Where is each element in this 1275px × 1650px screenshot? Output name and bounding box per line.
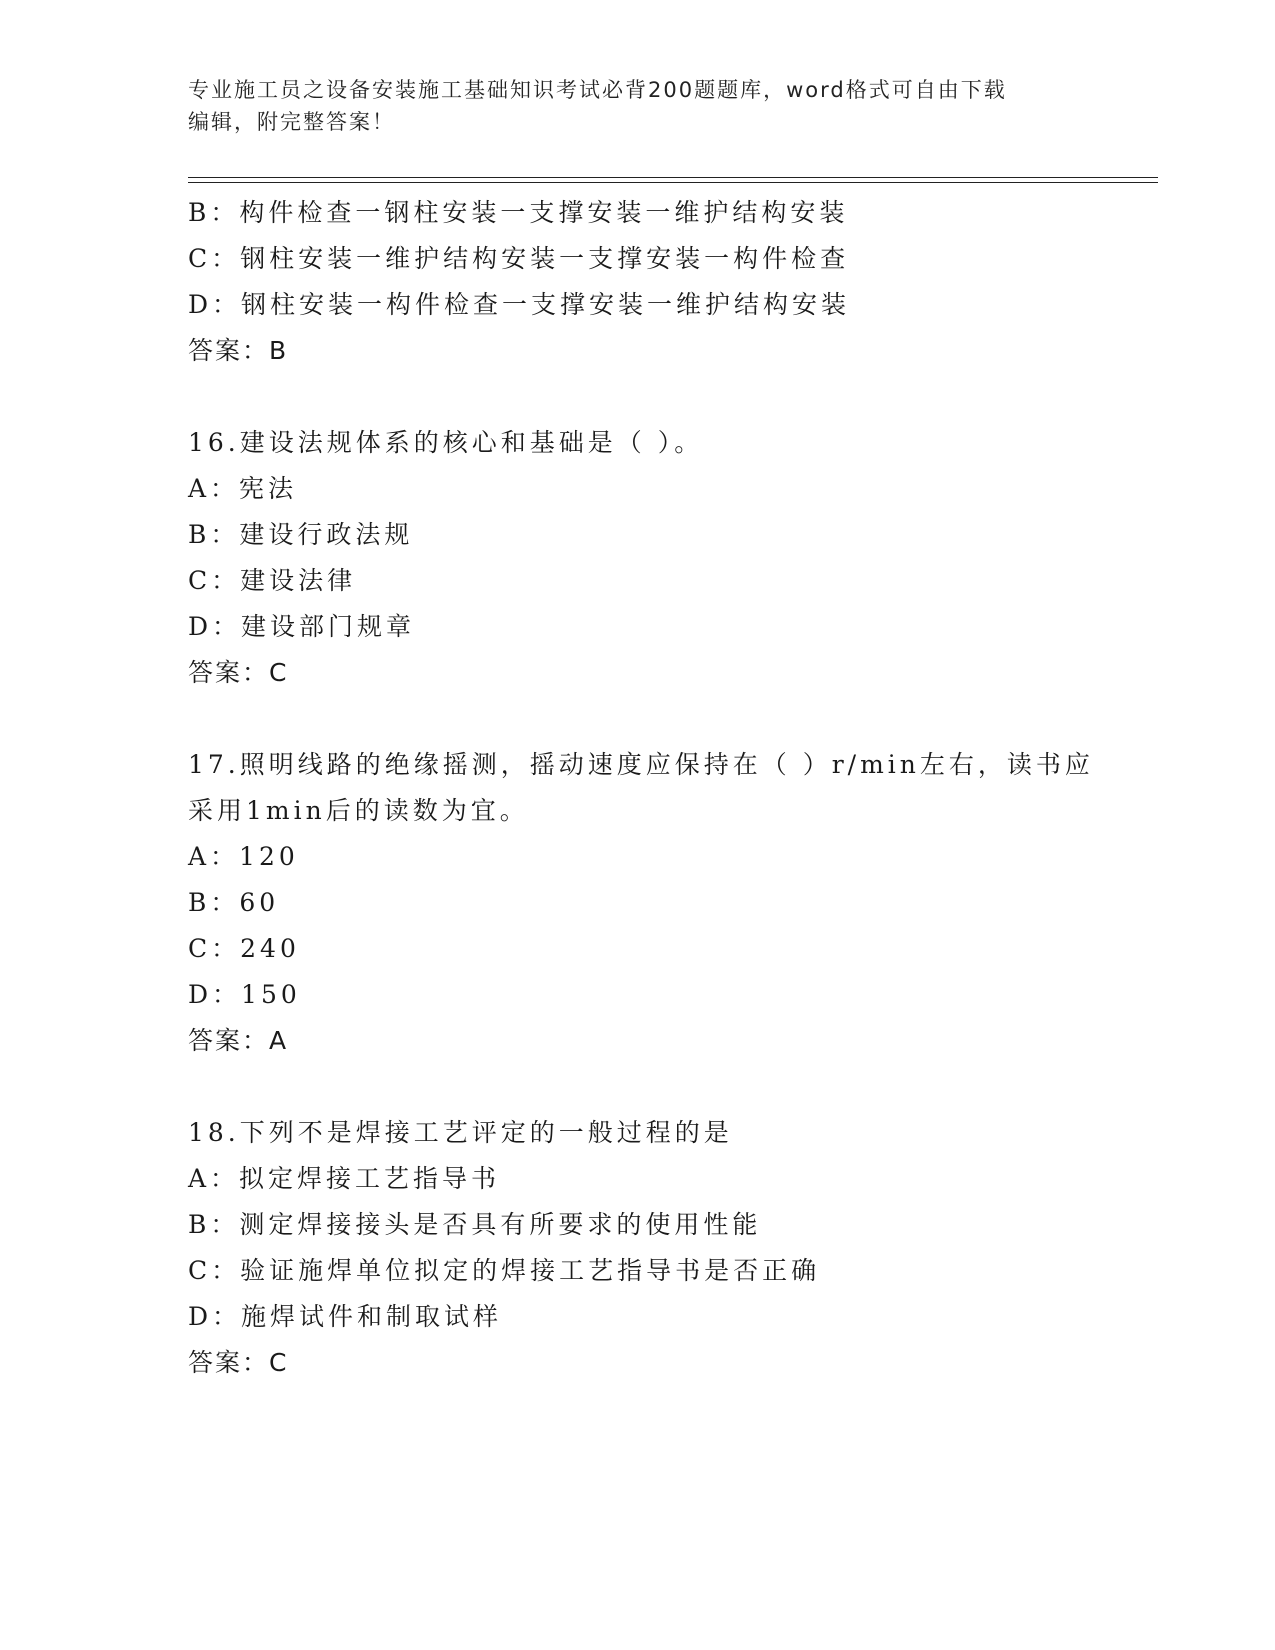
question-18 [188, 1110, 1148, 1386]
option-d: D：150 [188, 980, 301, 1009]
option-b: B：60 [188, 888, 280, 917]
answer-line: 答案：B [188, 336, 289, 365]
question-title: 18.下列不是焊接工艺评定的一般过程的是 [188, 1118, 733, 1147]
option-c: C：240 [188, 934, 300, 963]
option-b: B：建设行政法规 [188, 520, 414, 549]
option-c: C：建设法律 [188, 566, 357, 595]
option-b: B：测定焊接接头是否具有所要求的使用性能 [188, 1210, 762, 1239]
question-15-continued [188, 190, 1148, 374]
answer-line: 答案：A [188, 1026, 289, 1055]
question-list [188, 190, 1148, 1386]
option-b: B：构件检查一钢柱安装一支撑安装一维护结构安装 [188, 198, 849, 227]
question-16 [188, 420, 1148, 696]
spacer [188, 696, 1148, 742]
option-a: A：120 [188, 842, 299, 871]
document-header [188, 74, 1088, 138]
spacer [188, 1064, 1148, 1110]
option-a: A：宪法 [188, 474, 298, 503]
header-line-2: 编辑，附完整答案！ [188, 110, 395, 134]
answer-line: 答案：C [188, 1348, 289, 1377]
option-d: D：施焊试件和制取试样 [188, 1302, 503, 1331]
option-c: C：验证施焊单位拟定的焊接工艺指导书是否正确 [188, 1256, 821, 1285]
option-a: A：拟定焊接工艺指导书 [188, 1164, 501, 1193]
spacer [188, 374, 1148, 420]
answer-line: 答案：C [188, 658, 289, 687]
header-divider-top [188, 177, 1158, 178]
header-line-1: 专业施工员之设备安装施工基础知识考试必背200题题库，word格式可自由下载 [188, 78, 1007, 102]
question-title-line-2: 采用1min后的读数为宜。 [188, 796, 529, 825]
option-c: C：钢柱安装一维护结构安装一支撑安装一构件检查 [188, 244, 850, 273]
header-divider-bottom [188, 182, 1158, 183]
option-d: D：建设部门规章 [188, 612, 416, 641]
question-title: 16.建设法规体系的核心和基础是（ ）。 [188, 428, 704, 457]
question-title-line-1: 17.照明线路的绝缘摇测，摇动速度应保持在（ ）r/min左右，读书应 [188, 750, 1094, 779]
question-17 [188, 742, 1148, 1064]
option-d: D：钢柱安装一构件检查一支撑安装一维护结构安装 [188, 290, 851, 319]
